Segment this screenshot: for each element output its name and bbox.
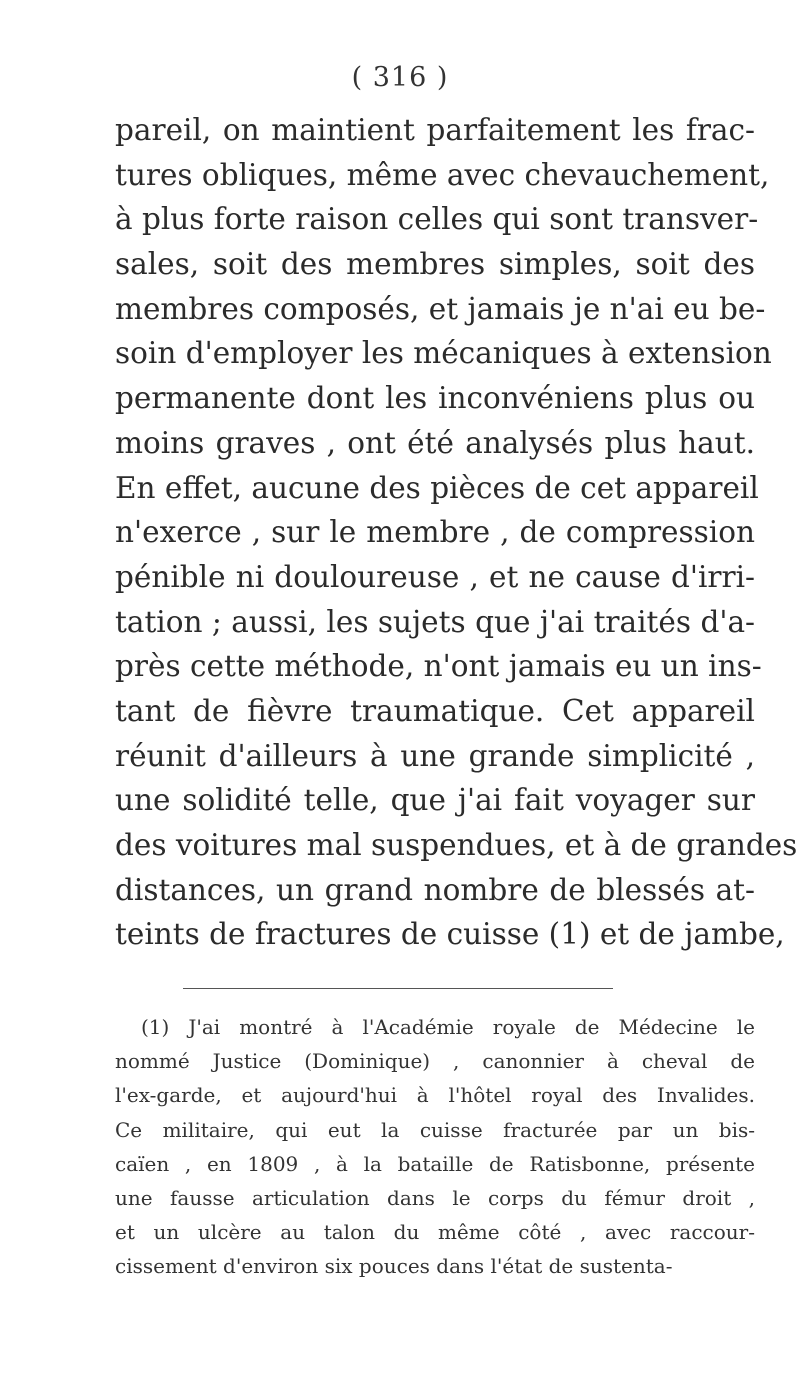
- text-line: tation ; aussi, les sujets que j'ai traités d'a-: [115, 604, 755, 639]
- footnote-line: et un ulcère au talon du même côté , avec raccour-: [115, 1220, 755, 1245]
- footnote-line: cissement d'environ six pouces dans l'état de sustenta-: [115, 1254, 673, 1279]
- page-number: ( 316 ): [351, 62, 449, 93]
- text-line: n'exerce , sur le membre , de compression: [115, 515, 755, 550]
- text-line: moins graves , ont été analysés plus haut.: [115, 425, 755, 460]
- text-line: une solidité telle, que j'ai fait voyager sur: [115, 783, 755, 818]
- text-line: tures obliques, même avec chevauchement,: [115, 157, 770, 192]
- text-line: pénible ni douloureuse , et ne cause d'irri-: [115, 559, 755, 594]
- footnote-separator: [183, 988, 613, 989]
- text-line: réunit d'ailleurs à une grande simplicité ,: [115, 738, 755, 773]
- footnote-line: Ce militaire, qui eut la cuisse fracturée par un bis-: [115, 1117, 755, 1142]
- text-line: En effet, aucune des pièces de cet appareil: [115, 470, 759, 505]
- text-line: teints de fractures de cuisse (1) et de jambe,: [115, 917, 785, 952]
- footnote-line: l'ex-garde, et aujourd'hui à l'hôtel royal des Invalides.: [115, 1083, 755, 1108]
- main-text-body: [115, 108, 798, 957]
- text-line: membres composés, et jamais je n'ai eu be-: [115, 291, 766, 326]
- text-line: pareil, on maintient parfaitement les frac-: [115, 113, 755, 147]
- footnote-line: (1) J'ai montré à l'Académie royale de Médecine le: [141, 1015, 755, 1039]
- text-line: à plus forte raison celles qui sont transver-: [115, 202, 759, 237]
- text-line: soin d'employer les mécaniques à extension: [115, 336, 772, 371]
- text-line: près cette méthode, n'ont jamais eu un ins-: [115, 649, 762, 684]
- text-line: des voitures mal suspendues, et à de grandes: [115, 828, 798, 862]
- footnote-line: caïen , en 1809 , à la bataille de Ratisbonne, présente: [115, 1151, 755, 1176]
- text-line: sales, soit des membres simples, soit des: [115, 247, 755, 282]
- text-line: distances, un grand nombre de blessés at-: [115, 872, 755, 907]
- footnote-line: une fausse articulation dans le corps du fémur droit ,: [115, 1185, 755, 1210]
- footnote-line: nommé Justice (Dominique) , canonnier à cheval de: [115, 1049, 755, 1074]
- text-line: permanente dont les inconvéniens plus ou: [115, 381, 755, 416]
- footnote: [115, 1010, 755, 1284]
- text-line: tant de fièvre traumatique. Cet appareil: [115, 693, 755, 728]
